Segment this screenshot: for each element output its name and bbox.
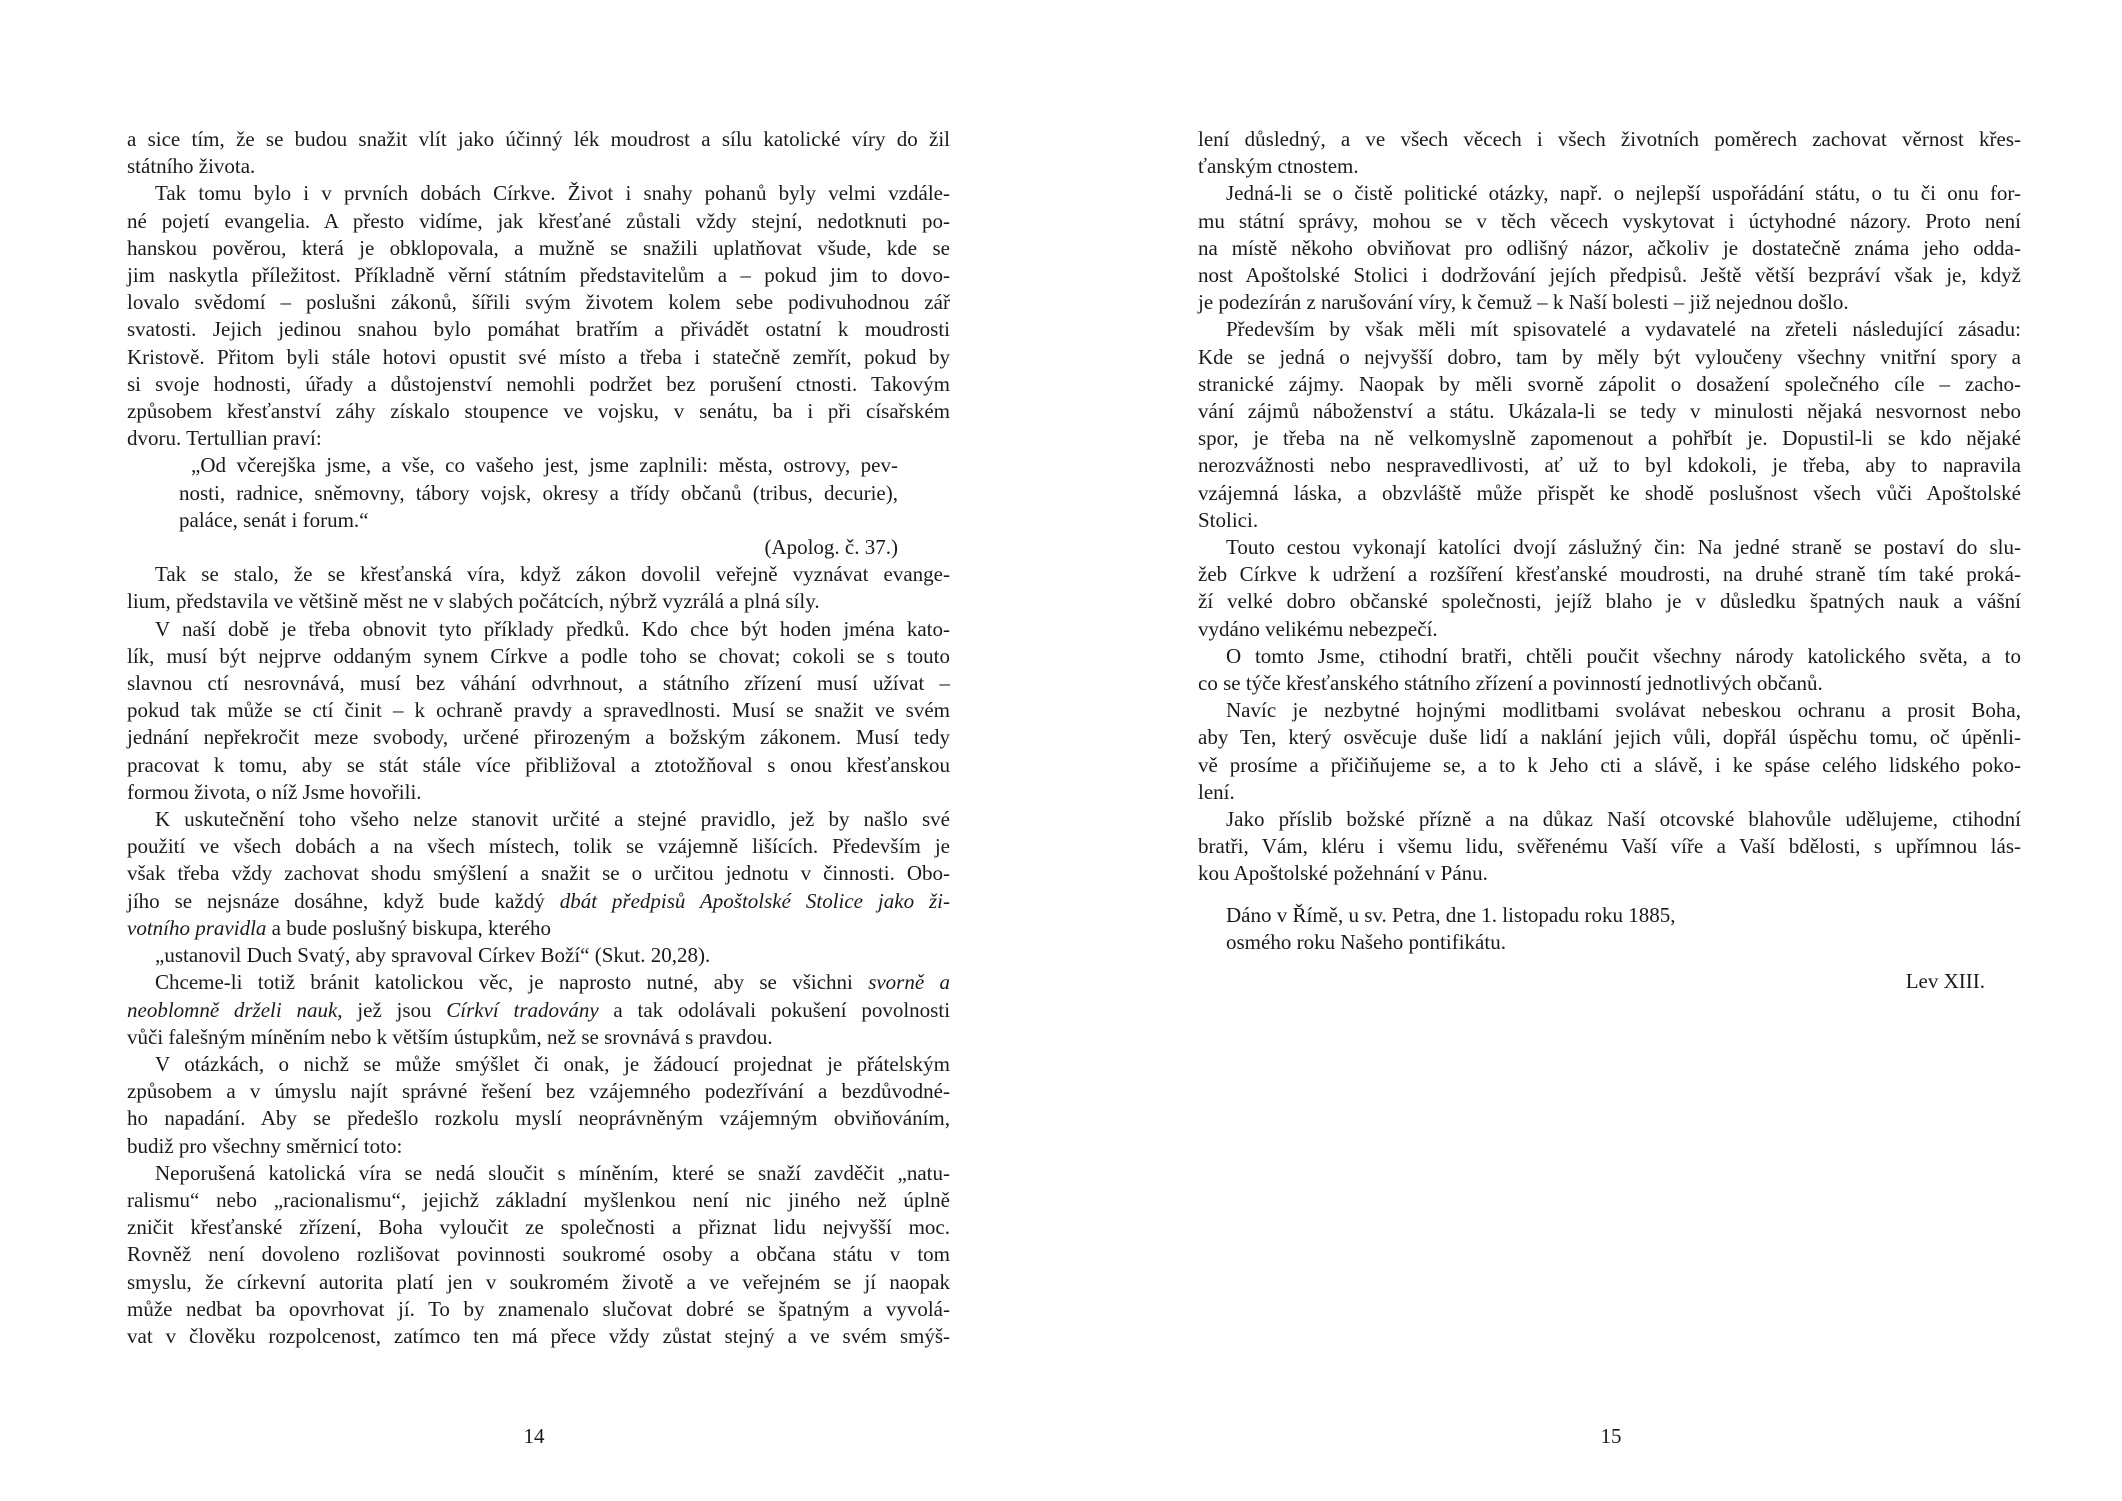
quote-citation: (Apolog. č. 37.) [764,535,898,560]
text-line [127,997,950,1024]
text-line [127,915,950,942]
text-line: mu státní správy, mohou se v těch věcech vyskytovat i úctyhodné názory. Proto není [1198,208,2021,233]
left-page [127,126,950,1350]
text-line: lení důsledný, a ve všech věcech i všech životních poměrech zachovat věrnost křes- [1198,127,2021,151]
italic-span: Církví tradovány [446,997,599,1022]
text-span: Chceme-li totiž bránit katolickou věc, je naprosto nutné, aby se všichni [155,970,869,995]
quote-line: paláce, senát i forum.“ [179,507,369,532]
text-line: zničit křesťanské zřízení, Boha vyloučit ze společnosti a přiznat lidu nejvyšší moc. [127,1215,950,1240]
text-line: nost Apoštolské Stolici i dodržování jejích předpisů. Ještě větší bezpráví však je, když [1198,263,2021,288]
text-line: smyslu, že církevní autorita platí jen v soukromém životě a ve veřejném se jí naopak [127,1269,950,1294]
page-number-left: 14 [523,1424,545,1448]
text-line: vat v člověku rozpolcenost, zatímco ten má přece vždy zůstat stejný a ve svém smýš- [127,1323,950,1348]
text-line: kou Apoštolské požehnání v Pánu. [1198,861,1488,886]
text-line: hanskou pověrou, která je obklopovala, a mužně se snažili uplatňovat všude, kde se [127,235,950,260]
text-line: pokud tak může se ctí činit – k ochraně pravdy a spravedlnosti. Musí se snažit ve svém [127,698,950,723]
text-line: způsobem křesťanství záhy získalo stoupence ve vojsku, v senátu, ba i při císařském [127,399,950,424]
text-line: svatosti. Jejich jedinou snahou bylo pomáhat bratřím a přivádět ostatní k moudrosti [127,317,950,342]
text-line: dvoru. Tertullian praví: [127,426,322,451]
text-line: budiž pro všechny směrnicí toto: [127,1133,403,1158]
text-line: státního života. [127,154,256,179]
page-number-right: 15 [1600,1424,1622,1448]
text-line: Kde se jedná o nejvyšší dobro, tam by měly být vyloučeny všechny vnitřní spory a [1198,344,2021,369]
text-line: né pojetí evangelia. A přesto vidíme, jak křesťané zůstali vždy stejní, nedotknuti po- [127,208,950,233]
scripture-quote: „ustanovil Duch Svatý, aby spravoval Církev Boží“ (Skut. 20,28). [155,943,711,968]
text-line: Kristově. Přitom byli stále hotovi opustit své místo a třeba i statečně zemřít, pokud by [127,344,950,369]
signature: Lev XIII. [1905,969,1985,994]
text-line: a sice tím, že se budou snažit vlít jako účinný lék moudrost a sílu katolické víry do žil [127,127,950,151]
italic-span: neoblomně drželi nauk [127,997,338,1022]
text-line: Především by však měli mít spisovatelé a vydavatelé na zřeteli následující zásadu: [1226,317,2021,342]
text-line: může nedbat ba opovrhovat jí. To by znamenalo slučovat dobré se špatným a vyvolá- [127,1296,950,1321]
text-line: K uskutečnění toho všeho nelze stanovit určité a stejné pravidlo, jež by našlo své [155,807,950,832]
right-page [1198,126,2021,995]
text-span: a bude poslušný biskupa, kterého [266,915,552,940]
text-line: vání zájmů náboženství a státu. Ukázala-li se tedy v minulosti nějaká nesvornost nebo [1198,399,2021,424]
text-line: je podezírán z narušování víry, k čemuž – k Naší bolesti – již nejednou došlo. [1198,290,1849,315]
text-line: si svoje hodnosti, úřady a důstojenství nemohli podržet bez porušení ctnosti. Takovým [127,371,950,396]
text-line: aby Ten, který osvěcuje duše lidí a naklání jejich vůli, dopřál úspěchu tomu, oč úpěnli- [1198,725,2021,750]
closing-dateline [1198,902,2021,956]
text-line: ží velké dobro občanské společnosti, jejíž blaho je v důsledku špatných nauk a vášní [1198,589,2021,614]
dateline: osmého roku Našeho pontifikátu. [1226,929,1506,954]
text-line: nerozvážnosti nebo nespravedlivosti, ať už to byl kdokoli, je třeba, aby to napravila [1198,453,2021,478]
text-line: vzájemná láska, a obzvláště může přispět ke shodě poslušnost všech vůči Apoštolské [1198,480,2021,505]
text-line: Jako příslib božské přízně a na důkaz Naší otcovské blahovůle udělujeme, ctihodní [1226,807,2021,832]
text-span: a tak odolávali pokušení povolnosti [598,997,951,1022]
text-line: spor, je třeba na ně velkomyslně zapomenout a pohřbít je. Dopustil-li se kdo nějaké [1198,426,2021,451]
text-line: Rovněž není dovoleno rozlišovat povinnosti soukromé osoby a občana státu v tom [127,1242,950,1267]
text-line: formou života, o níž Jsme hovořili. [127,779,422,804]
text-line: žeb Církve k udržení a rozšíření křesťanské moudrosti, na druhé straně tím také proká- [1198,562,2021,587]
quote-line: „Od včerejška jsme, a vše, co vašeho jest, jsme zaplnili: města, ostrovy, pev- [191,453,898,478]
text-span: jího se nejsnáze dosáhne, když bude každý [127,888,560,913]
text-line: ho napadání. Aby se předešlo rozkolu myslí neoprávněným vzájemným obviňováním, [127,1106,950,1131]
text-line: Tak tomu bylo i v prvních dobách Církve. Život i snahy pohanů byly velmi vzdále- [155,181,950,206]
text-span: , jež jsou [337,997,447,1022]
tertullian-quote [179,452,898,561]
italic-span: dbát předpisů Apoštolské Stolice jako ži- [559,888,950,913]
dateline: Dáno v Římě, u sv. Petra, dne 1. listopadu roku 1885, [1226,902,1676,927]
text-line: bratři, Vám, kléru i všemu lidu, svěřenému Vaší víře a Vaší bdělosti, s upřímnou lás- [1198,834,2021,859]
text-line: použití ve všech dobách a na všech místech, tolik se vzájemně lišících. Především je [127,834,950,859]
text-line: lium, představila ve většině měst ne v slabých počátcích, nýbrž vyzrálá a plná síly. [127,589,820,614]
text-line: pracovat k tomu, aby se stát stále více přibližoval a ztotožňoval s onou křesťanskou [127,752,950,777]
text-line: jednání nepřekročit meze svobody, určené přirozeným a božským zákonem. Musí tedy [127,725,950,750]
text-line: Touto cestou vykonají katolíci dvojí záslužný čin: Na jedné straně se postaví do slu- [1226,535,2021,560]
text-line [127,888,950,915]
text-line: lovalo svědomí – poslušni zákonů, šířili svým životem kolem sebe podivuhodnou zář [127,290,950,315]
text-line: Neporušená katolická víra se nedá sloučit s míněním, které se snaží zavděčit „natu- [155,1160,950,1185]
text-line: na místě někoho obviňovat pro odlišný názor, ačkoliv je dostatečně známa jeho odda- [1198,235,2021,260]
text-line: Jedná-li se o čistě politické otázky, např. o nejlepší uspořádání státu, o tu či onu for- [1226,181,2021,206]
text-line: slavnou ctí nesrovnává, musí bez váhání odvrhnout, a státního zřízení musí užívat – [127,671,950,696]
text-line [127,969,950,996]
text-line: Navíc je nezbytné hojnými modlitbami svolávat nebeskou ochranu a prosit Boha, [1226,698,2021,723]
text-line: však třeba vždy zachovat shodu smýšlení a snažit se o určitou jednotu v činnosti. Obo- [127,861,950,886]
text-line: vydáno velikému nebezpečí. [1198,616,1438,641]
text-line: V naší době je třeba obnovit tyto příklady předků. Kdo chce být hoden jména kato- [155,616,950,641]
text-line: Stolici. [1198,507,1259,532]
text-line: jim naskytla příležitost. Příkladně věrní státním představitelům a – pokud jim to dovo- [127,263,950,288]
italic-span: svorně a [868,970,950,995]
text-line: Tak se stalo, že se křesťanská víra, když zákon dovolil veřejně vyznávat evange- [155,562,950,587]
text-line: V otázkách, o nichž se může smýšlet či onak, je žádoucí projednat je přátelským [155,1051,950,1076]
text-line: co se týče křesťanského státního zřízení a povinností jednotlivých občanů. [1198,671,1823,696]
text-line: ralismu“ nebo „racionalismu“, jejichž základní myšlenkou není nic jiného než úplně [127,1187,950,1212]
text-line: způsobem a v úmyslu najít správné řešení bez vzájemného podezřívání a bezdůvodné- [127,1079,950,1104]
text-line: vě prosíme a přičiňujeme se, a to k Jeho cti a slávě, i ke spáse celého lidského poko- [1198,752,2021,777]
text-line: ťanským ctnostem. [1198,154,1359,179]
text-line: vůči falešným míněním nebo k větším ústupkům, než se srovnává s pravdou. [127,1024,773,1049]
text-line: stranické zájmy. Naopak by měli svorně zápolit o dosažení společného cíle – zacho- [1198,371,2021,396]
text-line: O tomto Jsme, ctihodní bratři, chtěli poučit všechny národy katolického světa, a to [1226,643,2021,668]
text-line: lení. [1198,779,1235,804]
quote-line: nosti, radnice, sněmovny, tábory vojsk, okresy a třídy občanů (tribus, decurie), [179,480,898,505]
text-line: lík, musí být nejprve oddaným synem Církve a podle toho se chovat; cokoli se s touto [127,643,950,668]
italic-span: votního pravidla [127,915,267,940]
